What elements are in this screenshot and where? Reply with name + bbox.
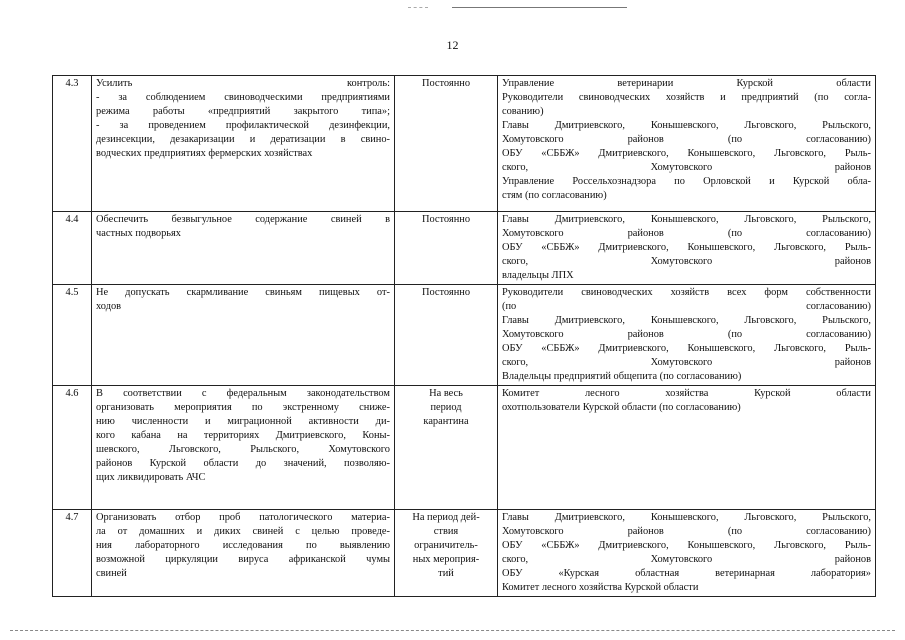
term-line: ограничитель- bbox=[414, 540, 478, 551]
action-cell bbox=[92, 510, 395, 597]
term-cell bbox=[395, 386, 498, 510]
action-line: водческих предприятиях фермерских хозяйствах bbox=[96, 148, 313, 159]
responsible-line: Управление ветеринарии Курской области bbox=[502, 78, 871, 89]
table-row bbox=[53, 285, 876, 386]
term-line: период bbox=[430, 402, 462, 413]
responsible-line: Хомутовского районов (по согласованию) bbox=[502, 526, 871, 537]
table-row bbox=[53, 386, 876, 510]
term-cell bbox=[395, 76, 498, 212]
action-line: режима работы «предприятий закрытого типа»; bbox=[96, 106, 390, 117]
action-line: щих ликвидировать АЧС bbox=[96, 472, 206, 483]
responsible-line: Владельцы предприятий общепита (по согласованию) bbox=[502, 371, 742, 382]
responsible-line: Управление Россельхознадзора по Орловской и Курской обла- bbox=[502, 176, 871, 187]
term-cell bbox=[395, 285, 498, 386]
action-line: ходов bbox=[96, 301, 122, 312]
item-number-cell: 4.4 bbox=[53, 212, 92, 285]
responsible-line: сованию) bbox=[502, 106, 544, 117]
responsible-line: Руководители свиноводческих хозяйств и предприятий (по согла- bbox=[502, 92, 871, 103]
page-number: 12 bbox=[446, 38, 459, 52]
responsible-line: ского, Хомутовского районов bbox=[502, 256, 871, 267]
responsible-line: Комитет лесного хозяйства Курской области bbox=[502, 582, 699, 593]
term-line: Постоянно bbox=[421, 214, 471, 225]
term-line: ствия bbox=[433, 526, 459, 537]
action-cell bbox=[92, 76, 395, 212]
action-line: В соответствии с федеральным законодательством bbox=[96, 388, 390, 399]
responsible-line: (по согласованию) bbox=[502, 301, 871, 312]
footer-rule bbox=[10, 630, 895, 631]
table-row bbox=[53, 212, 876, 285]
item-number-cell: 4.5 bbox=[53, 285, 92, 386]
term-line: Постоянно bbox=[421, 287, 471, 298]
responsible-cell bbox=[498, 76, 876, 212]
term-cell bbox=[395, 510, 498, 597]
table-body bbox=[53, 76, 876, 597]
responsible-line: ОБУ «Курская областная ветеринарная лаборатория» bbox=[502, 568, 871, 579]
term-line: ных мероприя- bbox=[412, 554, 480, 565]
responsible-line: Главы Дмитриевского, Конышевского, Льговского, Рыльского, bbox=[502, 315, 871, 326]
action-line: ния лабораторного исследования по выявлению bbox=[96, 540, 390, 551]
action-cell bbox=[92, 285, 395, 386]
responsible-line: ОБУ «СББЖ» Дмитриевского, Конышевского, Льговского, Рыль- bbox=[502, 242, 871, 253]
action-line: дезинсекции, дезакаризации и дератизации в свино- bbox=[96, 134, 390, 145]
term-line: Постоянно bbox=[421, 78, 471, 89]
responsible-line: Хомутовского районов (по согласованию) bbox=[502, 134, 871, 145]
term-line: На весь bbox=[429, 388, 463, 399]
item-number-cell: 4.6 bbox=[53, 386, 92, 510]
table-row bbox=[53, 76, 876, 212]
action-line: нию численности и миграционной активности ди- bbox=[96, 416, 390, 427]
responsible-cell bbox=[498, 386, 876, 510]
action-line: Не допускать скармливание свиньям пищевых от- bbox=[96, 287, 390, 298]
action-line: возможной циркуляции вируса африканской чумы bbox=[96, 554, 390, 565]
header-dash bbox=[408, 7, 428, 8]
responsible-line: стям (по согласованию) bbox=[502, 190, 607, 201]
action-line: организовать мероприятия по экстренному сниже- bbox=[96, 402, 390, 413]
term-cell bbox=[395, 212, 498, 285]
responsible-line: ОБУ «СББЖ» Дмитриевского, Конышевского, Льговского, Рыль- bbox=[502, 148, 871, 159]
term-line: тий bbox=[438, 568, 454, 579]
responsible-line: Главы Дмитриевского, Конышевского, Льговского, Рыльского, bbox=[502, 120, 871, 131]
term-line: На период дей- bbox=[412, 512, 480, 523]
action-line: Организовать отбор проб патологического материа- bbox=[96, 512, 390, 523]
responsible-line: Главы Дмитриевского, Конышевского, Льговского, Рыльского, bbox=[502, 512, 871, 523]
responsible-line: Комитет лесного хозяйства Курской области bbox=[502, 388, 871, 399]
term-line: карантина bbox=[423, 416, 469, 427]
table-row bbox=[53, 510, 876, 597]
action-line: - за соблюдением свиноводческими предприятиями bbox=[96, 92, 390, 103]
responsible-line: Главы Дмитриевского, Конышевского, Льговского, Рыльского, bbox=[502, 214, 871, 225]
responsible-line: ского, Хомутовского районов bbox=[502, 162, 871, 173]
action-line: Обеспечить безвыгульное содержание свиней в bbox=[96, 214, 390, 225]
responsible-line: ОБУ «СББЖ» Дмитриевского, Конышевского, Льговского, Рыль- bbox=[502, 343, 871, 354]
responsible-line: Хомутовского районов (по согласованию) bbox=[502, 329, 871, 340]
responsible-line: Руководители свиноводческих хозяйств всех форм собственности bbox=[502, 287, 871, 298]
item-number-cell: 4.3 bbox=[53, 76, 92, 212]
action-line: кого кабана на территориях Дмитриевского, Коны- bbox=[96, 430, 390, 441]
action-cell bbox=[92, 386, 395, 510]
action-line: шевского, Льговского, Рыльского, Хомутовского bbox=[96, 444, 390, 455]
header-rule bbox=[452, 7, 627, 8]
action-cell bbox=[92, 212, 395, 285]
responsible-line: Хомутовского районов (по согласованию) bbox=[502, 228, 871, 239]
responsible-line: владельцы ЛПХ bbox=[502, 270, 574, 281]
responsible-line: ОБУ «СББЖ» Дмитриевского, Конышевского, Льговского, Рыль- bbox=[502, 540, 871, 551]
responsible-cell bbox=[498, 285, 876, 386]
action-line: свиней bbox=[96, 568, 127, 579]
item-number-cell: 4.7 bbox=[53, 510, 92, 597]
responsible-cell bbox=[498, 510, 876, 597]
action-line: - за проведением профилактической дезинфекции, bbox=[96, 120, 390, 131]
responsible-line: охотпользователи Курской области (по согласованию) bbox=[502, 402, 741, 413]
responsible-line: ского, Хомутовского районов bbox=[502, 357, 871, 368]
action-line: частных подворьях bbox=[96, 228, 182, 239]
responsible-cell bbox=[498, 212, 876, 285]
action-line: Усилить контроль: bbox=[96, 78, 390, 89]
responsible-line: ского, Хомутовского районов bbox=[502, 554, 871, 565]
action-plan-table bbox=[52, 75, 876, 597]
action-line: ла от домашних и диких свиней с целью проведе- bbox=[96, 526, 390, 537]
action-line: районов Курской области до значений, позволяю- bbox=[96, 458, 390, 469]
